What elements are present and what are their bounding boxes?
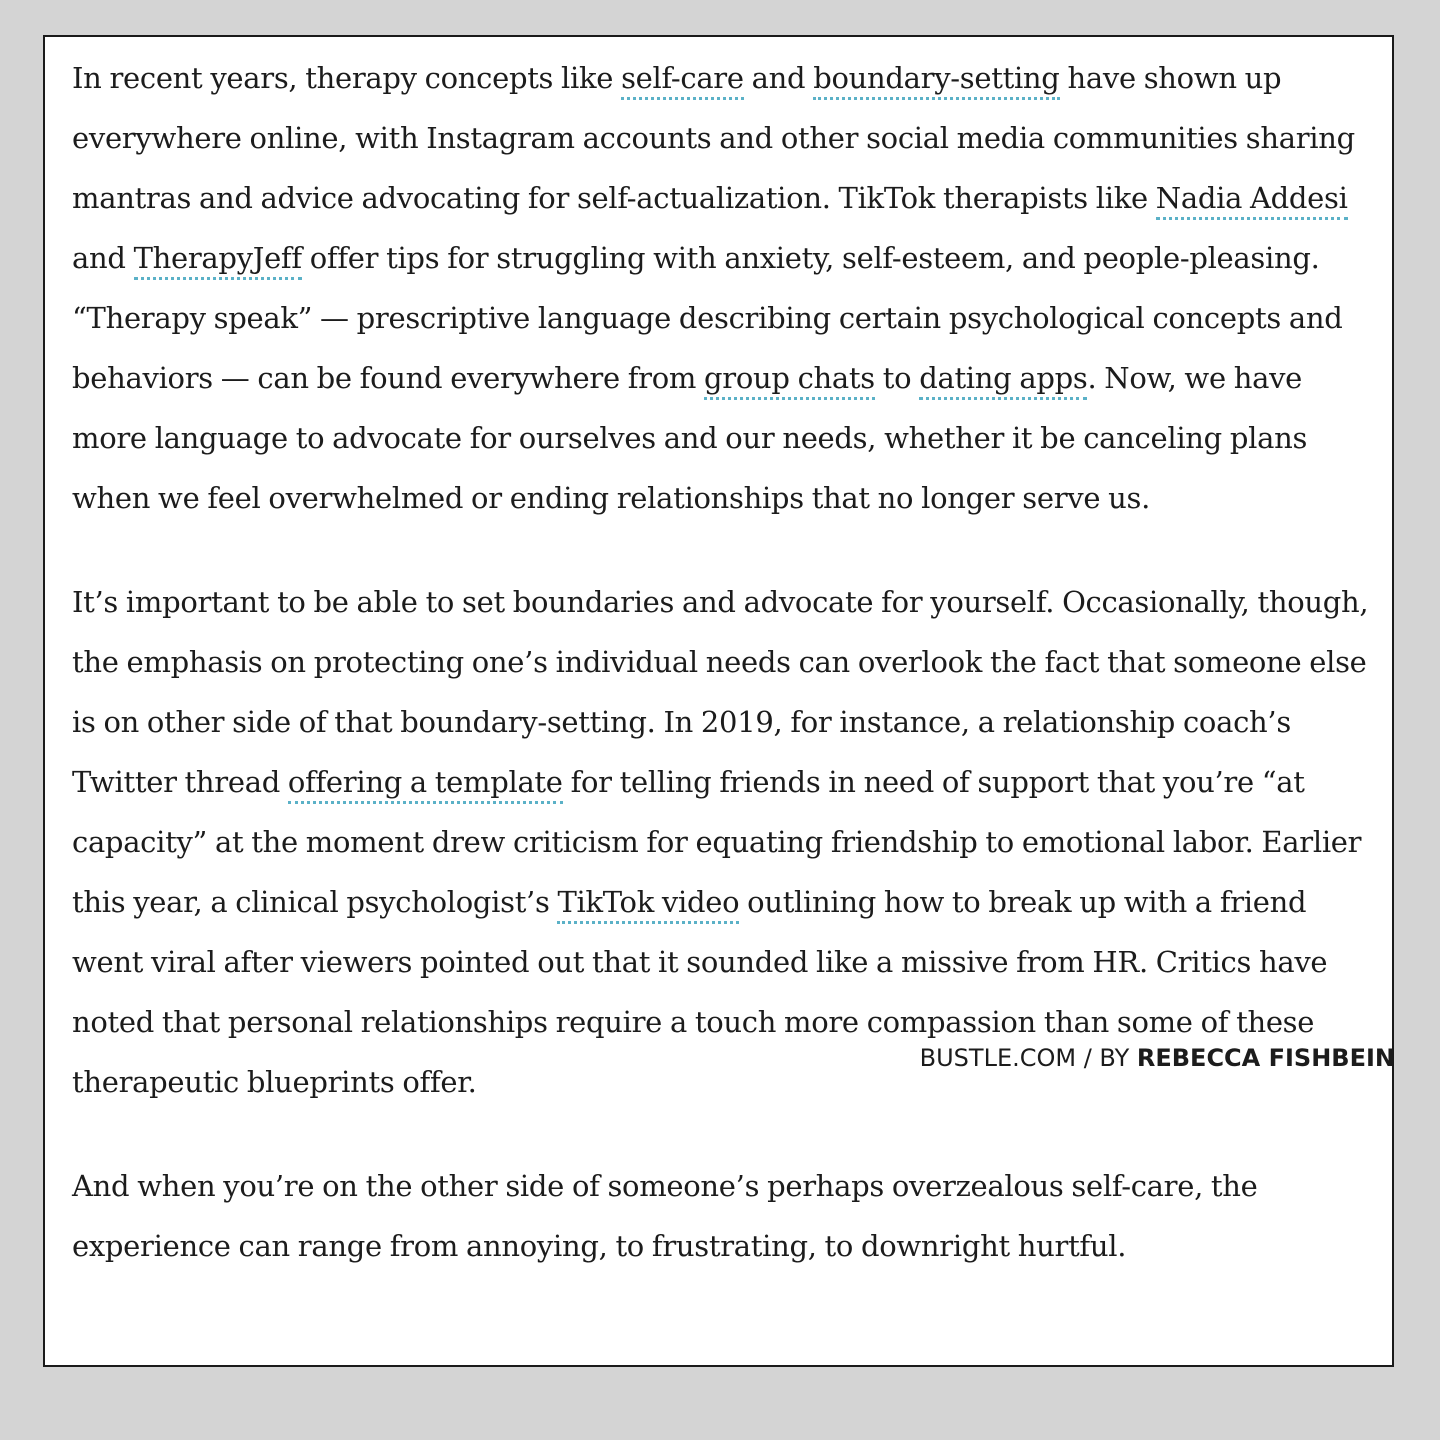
paragraph-1 (72, 48, 1372, 528)
text-run: And when you’re on the other side of someone’s perhaps overzealous self-care, the experience can range from annoying, to frustrating, to downright hurtful. (72, 1169, 1258, 1263)
article-body (72, 48, 1372, 1276)
link-group-chats[interactable]: group chats (704, 361, 875, 400)
link-nadia-addesi[interactable]: Nadia Addesi (1156, 181, 1348, 220)
text-run: have shown up everywhere online, with Instagram accounts and other social media communities sharing mantras and advice advocating for self-actualization. TikTok therapists like (72, 61, 1355, 215)
paragraph-3 (72, 1156, 1372, 1276)
credit-author: REBECCA FISHBEIN (1136, 1044, 1395, 1072)
text-run: . Now, we have more language to advocate for ourselves and our needs, whether it be canceling plans when we feel overwhelmed or ending relationships that no longer serve us. (72, 361, 1308, 515)
credit-source: BUSTLE.COM / BY (919, 1044, 1137, 1072)
link-boundary-setting[interactable]: boundary-setting (813, 61, 1059, 100)
text-run: for telling friends in need of support that you’re “at capacity” at the moment drew criticism for equating friendship to emotional labor. Earlier this year, a clinical psychologist’s (72, 765, 1362, 919)
text-run: In recent years, therapy concepts like (72, 61, 622, 95)
text-run: and (72, 241, 134, 275)
paragraph-2 (72, 572, 1372, 1112)
byline-credit (920, 1044, 1395, 1072)
text-run: and (743, 61, 814, 95)
link-self-care[interactable]: self-care (621, 61, 744, 100)
link-tiktok-video[interactable]: TikTok video (557, 885, 739, 924)
text-run: outlining how to break up with a friend went viral after viewers pointed out that it sounded like a missive from HR. Critics have noted that personal relationships require a touch more compassion than some of these therapeutic blueprints offer. (72, 885, 1328, 1099)
link-dating-apps[interactable]: dating apps (919, 361, 1087, 400)
text-run: offer tips for struggling with anxiety, self-esteem, and people-pleasing. “Therapy speak” — prescriptive language describing certain psychological concepts and behaviors — can be found everywhere from (72, 241, 1343, 395)
link-therapyjeff[interactable]: TherapyJeff (134, 241, 302, 280)
article-card (43, 35, 1394, 1367)
link-offering-a-template[interactable]: offering a template (288, 765, 563, 804)
text-run: It’s important to be able to set boundaries and advocate for yourself. Occasionally, though, the emphasis on protecting one’s individual needs can overlook the fact that someone else is on other side of that boundary-setting. In 2019, for instance, a relationship coach’s Twitter thread (72, 585, 1369, 799)
text-run: to (874, 361, 920, 395)
